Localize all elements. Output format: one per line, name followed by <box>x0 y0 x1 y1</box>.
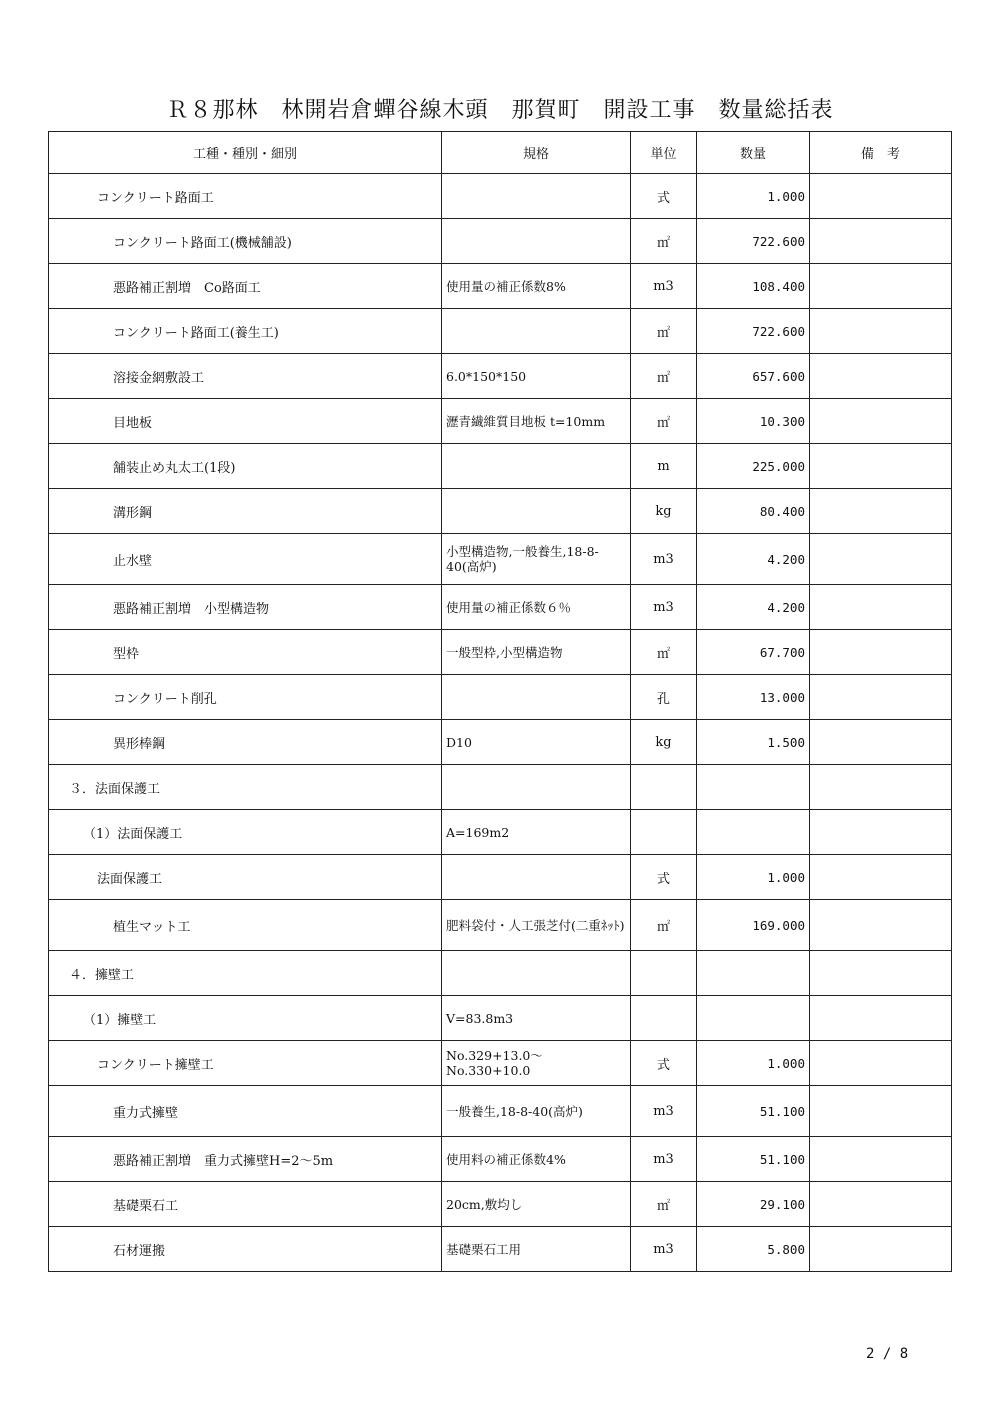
cell-note <box>810 1227 952 1272</box>
cell-note <box>810 1137 952 1182</box>
cell-spec <box>442 174 631 219</box>
cell-quantity <box>697 765 810 810</box>
table-row <box>49 354 952 399</box>
cell-unit <box>631 765 697 810</box>
cell-note <box>810 444 952 489</box>
cell-name: コンクリート路面工 <box>49 174 442 219</box>
cell-note <box>810 309 952 354</box>
table-row <box>49 309 952 354</box>
cell-spec: 小型構造物,一般養生,18-8-40(高炉) <box>442 534 631 585</box>
cell-name: 型枠 <box>49 630 442 675</box>
cell-quantity: 5.800 <box>697 1227 810 1272</box>
cell-name: 溝形鋼 <box>49 489 442 534</box>
table-row <box>49 489 952 534</box>
table-row <box>49 1227 952 1272</box>
cell-spec: 肥料袋付・人工張芝付(二重ﾈｯﾄ) <box>442 900 631 951</box>
cell-unit: ㎡ <box>631 399 697 444</box>
cell-name: ４．擁壁工 <box>49 951 442 996</box>
cell-unit: m3 <box>631 1086 697 1137</box>
cell-note <box>810 534 952 585</box>
table-row <box>49 900 952 951</box>
cell-spec: 瀝青繊維質目地板 t=10mm <box>442 399 631 444</box>
cell-spec <box>442 675 631 720</box>
cell-unit: ㎡ <box>631 219 697 264</box>
cell-name: ３．法面保護工 <box>49 765 442 810</box>
cell-spec <box>442 765 631 810</box>
cell-name: （1）法面保護工 <box>49 810 442 855</box>
cell-quantity: 108.400 <box>697 264 810 309</box>
cell-spec: 6.0*150*150 <box>442 354 631 399</box>
cell-spec <box>442 444 631 489</box>
cell-note <box>810 630 952 675</box>
cell-spec <box>442 951 631 996</box>
cell-unit: ㎡ <box>631 900 697 951</box>
cell-note <box>810 585 952 630</box>
cell-note <box>810 765 952 810</box>
cell-unit: m3 <box>631 1227 697 1272</box>
table-row <box>49 996 952 1041</box>
cell-spec: 使用量の補正係数8% <box>442 264 631 309</box>
table-row <box>49 264 952 309</box>
cell-name: 植生マット工 <box>49 900 442 951</box>
cell-spec: D10 <box>442 720 631 765</box>
cell-name: 舗装止め丸太工(1段) <box>49 444 442 489</box>
cell-quantity: 722.600 <box>697 219 810 264</box>
cell-unit: 孔 <box>631 675 697 720</box>
table-row <box>49 951 952 996</box>
table-row <box>49 444 952 489</box>
cell-spec: 一般養生,18-8-40(高炉) <box>442 1086 631 1137</box>
cell-spec: V=83.8m3 <box>442 996 631 1041</box>
cell-unit: m3 <box>631 534 697 585</box>
cell-note <box>810 996 952 1041</box>
table-body <box>49 174 952 1272</box>
cell-note <box>810 219 952 264</box>
table-row <box>49 399 952 444</box>
cell-name: 止水壁 <box>49 534 442 585</box>
cell-unit: m3 <box>631 264 697 309</box>
cell-name: コンクリート路面工(養生工) <box>49 309 442 354</box>
cell-name: 法面保護工 <box>49 855 442 900</box>
cell-note <box>810 720 952 765</box>
cell-note <box>810 1041 952 1086</box>
header-name: 工種・種別・細別 <box>49 132 442 174</box>
cell-spec <box>442 309 631 354</box>
table-row <box>49 585 952 630</box>
table-row <box>49 534 952 585</box>
header-spec: 規格 <box>442 132 631 174</box>
cell-name: コンクリート擁壁工 <box>49 1041 442 1086</box>
cell-quantity: 169.000 <box>697 900 810 951</box>
cell-name: 悪路補正割増 Co路面工 <box>49 264 442 309</box>
cell-name: コンクリート削孔 <box>49 675 442 720</box>
cell-quantity: 657.600 <box>697 354 810 399</box>
cell-unit <box>631 951 697 996</box>
cell-note <box>810 174 952 219</box>
cell-unit: kg <box>631 720 697 765</box>
cell-name: 溶接金網敷設工 <box>49 354 442 399</box>
cell-name: 重力式擁壁 <box>49 1086 442 1137</box>
cell-name: 石材運搬 <box>49 1227 442 1272</box>
cell-unit: m3 <box>631 585 697 630</box>
cell-note <box>810 1086 952 1137</box>
cell-note <box>810 399 952 444</box>
cell-quantity <box>697 951 810 996</box>
cell-quantity: 13.000 <box>697 675 810 720</box>
cell-name: 基礎栗石工 <box>49 1182 442 1227</box>
cell-spec: 使用料の補正係数4% <box>442 1137 631 1182</box>
cell-unit: m3 <box>631 1137 697 1182</box>
cell-quantity: 10.300 <box>697 399 810 444</box>
cell-quantity: 51.100 <box>697 1086 810 1137</box>
page-number: 2 / 8 <box>866 1346 909 1362</box>
table-row <box>49 630 952 675</box>
cell-unit: ㎡ <box>631 354 697 399</box>
cell-note <box>810 264 952 309</box>
cell-spec <box>442 855 631 900</box>
cell-spec <box>442 489 631 534</box>
cell-note <box>810 354 952 399</box>
cell-quantity: 51.100 <box>697 1137 810 1182</box>
cell-spec: 一般型枠,小型構造物 <box>442 630 631 675</box>
cell-spec: 20cm,敷均し <box>442 1182 631 1227</box>
cell-quantity: 4.200 <box>697 585 810 630</box>
cell-quantity: 29.100 <box>697 1182 810 1227</box>
table-row <box>49 1041 952 1086</box>
cell-unit: 式 <box>631 855 697 900</box>
cell-note <box>810 951 952 996</box>
cell-unit: m <box>631 444 697 489</box>
cell-quantity: 1.000 <box>697 1041 810 1086</box>
cell-spec: A=169m2 <box>442 810 631 855</box>
cell-quantity: 1.500 <box>697 720 810 765</box>
document-title: Ｒ８那林 林開岩倉蟬谷線木頭 那賀町 開設工事 数量総括表 <box>166 98 834 123</box>
table-row <box>49 675 952 720</box>
table-row <box>49 219 952 264</box>
table-row <box>49 855 952 900</box>
cell-quantity: 80.400 <box>697 489 810 534</box>
header-note: 備 考 <box>810 132 952 174</box>
quantity-summary-table <box>48 131 952 1272</box>
table-row <box>49 765 952 810</box>
cell-unit: ㎡ <box>631 1182 697 1227</box>
cell-quantity: 67.700 <box>697 630 810 675</box>
cell-name: 異形棒鋼 <box>49 720 442 765</box>
cell-unit <box>631 810 697 855</box>
table-header-row <box>49 132 952 174</box>
header-qty: 数量 <box>697 132 810 174</box>
cell-quantity: 1.000 <box>697 174 810 219</box>
cell-name: 悪路補正割増 小型構造物 <box>49 585 442 630</box>
header-unit: 単位 <box>631 132 697 174</box>
cell-unit: 式 <box>631 1041 697 1086</box>
cell-quantity: 225.000 <box>697 444 810 489</box>
cell-note <box>810 489 952 534</box>
cell-note <box>810 1182 952 1227</box>
table-row <box>49 174 952 219</box>
table-row <box>49 1182 952 1227</box>
cell-spec: No.329+13.0～ No.330+10.0 <box>442 1041 631 1086</box>
cell-unit: kg <box>631 489 697 534</box>
cell-spec: 基礎栗石工用 <box>442 1227 631 1272</box>
cell-quantity: 1.000 <box>697 855 810 900</box>
cell-quantity <box>697 996 810 1041</box>
table-row <box>49 1086 952 1137</box>
cell-note <box>810 900 952 951</box>
table-row <box>49 810 952 855</box>
cell-quantity: 722.600 <box>697 309 810 354</box>
cell-name: 悪路補正割増 重力式擁壁H=2～5m <box>49 1137 442 1182</box>
table-row <box>49 720 952 765</box>
cell-note <box>810 855 952 900</box>
cell-spec: 使用量の補正係数６％ <box>442 585 631 630</box>
cell-name: コンクリート路面工(機械舗設) <box>49 219 442 264</box>
cell-unit: 式 <box>631 174 697 219</box>
cell-note <box>810 675 952 720</box>
cell-unit: ㎡ <box>631 630 697 675</box>
cell-spec <box>442 219 631 264</box>
cell-unit <box>631 996 697 1041</box>
cell-name: 目地板 <box>49 399 442 444</box>
table-row <box>49 1137 952 1182</box>
cell-name: （1）擁壁工 <box>49 996 442 1041</box>
cell-quantity <box>697 810 810 855</box>
cell-unit: ㎡ <box>631 309 697 354</box>
cell-note <box>810 810 952 855</box>
cell-quantity: 4.200 <box>697 534 810 585</box>
